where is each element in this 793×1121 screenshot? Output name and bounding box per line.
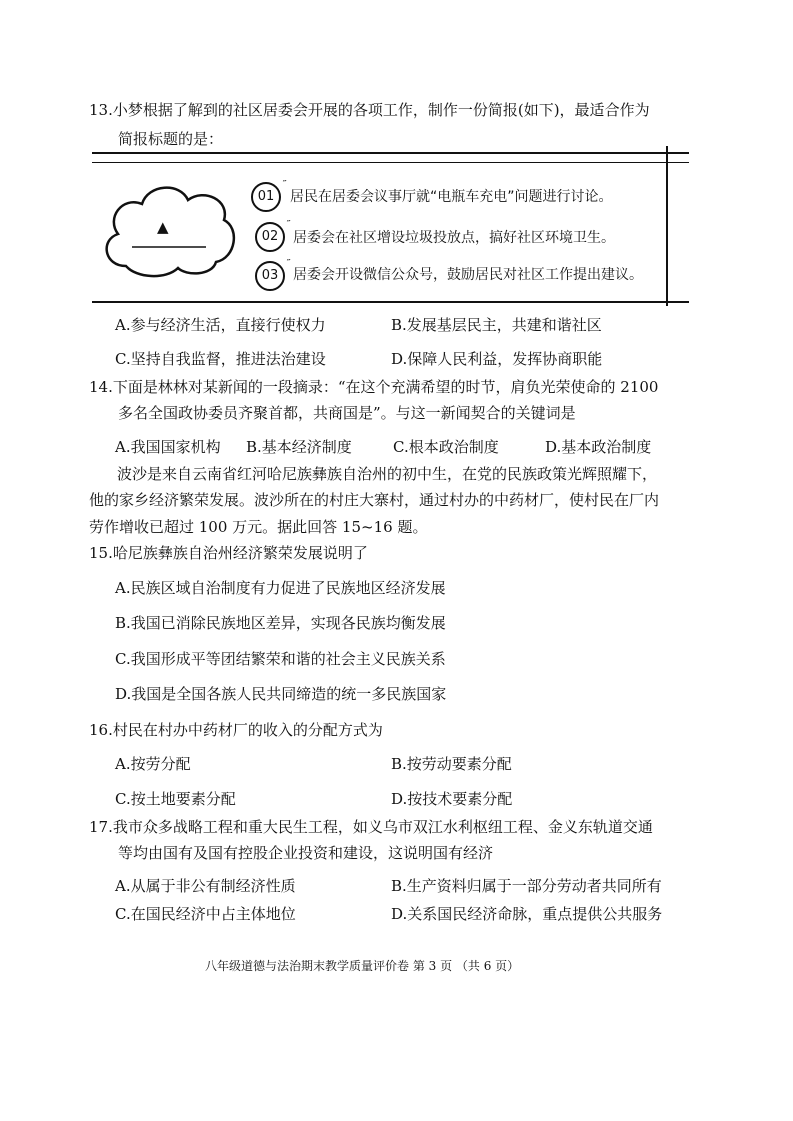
q17-option-d: D.关系国民经济命脉，重点提供公共服务 — [391, 905, 663, 923]
decor-tick-icon: ˶ — [287, 215, 291, 226]
bulletin-right-edge — [666, 146, 668, 306]
passage-line1: 波沙是来自云南省红河哈尼族彝族自治州的初中生，在党的民族政策光辉照耀下， — [117, 465, 658, 483]
q17-option-b: B.生产资料归属于一部分劳动者共同所有 — [391, 877, 662, 895]
q16-option-d: D.按技术要素分配 — [391, 790, 513, 808]
bulletin-item-text: 居委会开设微信公众号，鼓励居民对社区工作提出建议。 — [293, 267, 643, 283]
q14-option-b: B.基本经济制度 — [246, 438, 352, 456]
decor-tick-icon: ˶ — [283, 175, 287, 186]
passage-line3: 劳作增收已超过 100 万元。据此回答 15~16 题。 — [89, 518, 428, 536]
q13-option-d: D.保障人民利益，发挥协商职能 — [391, 350, 603, 368]
q15-option-a: A.民族区域自治制度有力促进了民族地区经济发展 — [115, 579, 446, 597]
bulletin-bottom-border — [92, 301, 689, 303]
item-number-badge: 02 — [255, 222, 285, 252]
page-footer: 八年级道德与法治期末教学质量评价卷 第 3 页 （共 6 页） — [205, 959, 520, 973]
bulletin-inner-border — [92, 162, 689, 163]
item-number-badge: 03 — [255, 261, 285, 291]
q16-option-a: A.按劳分配 — [115, 755, 191, 773]
q16-stem: 16.村民在村办中药材厂的收入的分配方式为 — [89, 721, 383, 739]
q14-option-d: D.基本政治制度 — [545, 438, 652, 456]
decor-tick-icon: ˶ — [287, 254, 291, 265]
q14-stem-line2: 多名全国政协委员齐聚首都，共商国是”。与这一新闻契合的关键词是 — [118, 404, 576, 422]
q16-option-b: B.按劳动要素分配 — [391, 755, 512, 773]
placeholder-title-triangle: ▲ — [157, 218, 169, 236]
q14-option-c: C.根本政治制度 — [393, 438, 499, 456]
q17-stem-line1: 17.我市众多战略工程和重大民生工程，如义乌市双江水利枢纽工程、金义东轨道交通 — [89, 818, 653, 836]
q15-option-d: D.我国是全国各族人民共同缔造的统一多民族国家 — [115, 685, 447, 703]
q17-option-a: A.从属于非公有制经济性质 — [115, 877, 296, 895]
q17-stem-line2: 等均由国有及国有控股企业投资和建设，这说明国有经济 — [118, 844, 494, 862]
q13-stem-line2: 简报标题的是： — [118, 130, 224, 148]
q14-option-a: A.我国国家机构 — [115, 438, 221, 456]
q16-option-c: C.按土地要素分配 — [115, 790, 236, 808]
q13-stem-line1: 13.小梦根据了解到的社区居委会开展的各项工作，制作一份简报(如下)，最适合作为 — [89, 101, 650, 119]
passage-line2: 他的家乡经济繁荣发展。波沙所在的村庄大寨村，通过村办的中药材厂，使村民在厂内 — [89, 491, 660, 509]
bulletin-item-text: 居民在居委会议事厅就“电瓶车充电”问题进行讨论。 — [290, 189, 613, 205]
bulletin-top-border — [92, 152, 689, 154]
q14-stem-line1: 14.下面是林林对某新闻的一段摘录：“在这个充满希望的时节，肩负光荣使命的 2100 — [89, 378, 659, 396]
q15-option-b: B.我国已消除民族地区差异，实现各民族均衡发展 — [115, 614, 446, 632]
bulletin-item-text: 居委会在社区增设垃圾投放点，搞好社区环境卫生。 — [293, 230, 615, 246]
q13-option-b: B.发展基层民主，共建和谐社区 — [391, 316, 602, 334]
item-number-badge: 01 — [251, 182, 281, 212]
q13-option-a: A.参与经济生活，直接行使权力 — [115, 316, 326, 334]
q15-stem: 15.哈尼族彝族自治州经济繁荣发展说明了 — [89, 544, 368, 562]
q13-option-c: C.坚持自我监督，推进法治建设 — [115, 350, 326, 368]
q17-option-c: C.在国民经济中占主体地位 — [115, 905, 296, 923]
q15-option-c: C.我国形成平等团结繁荣和谐的社会主义民族关系 — [115, 650, 446, 668]
